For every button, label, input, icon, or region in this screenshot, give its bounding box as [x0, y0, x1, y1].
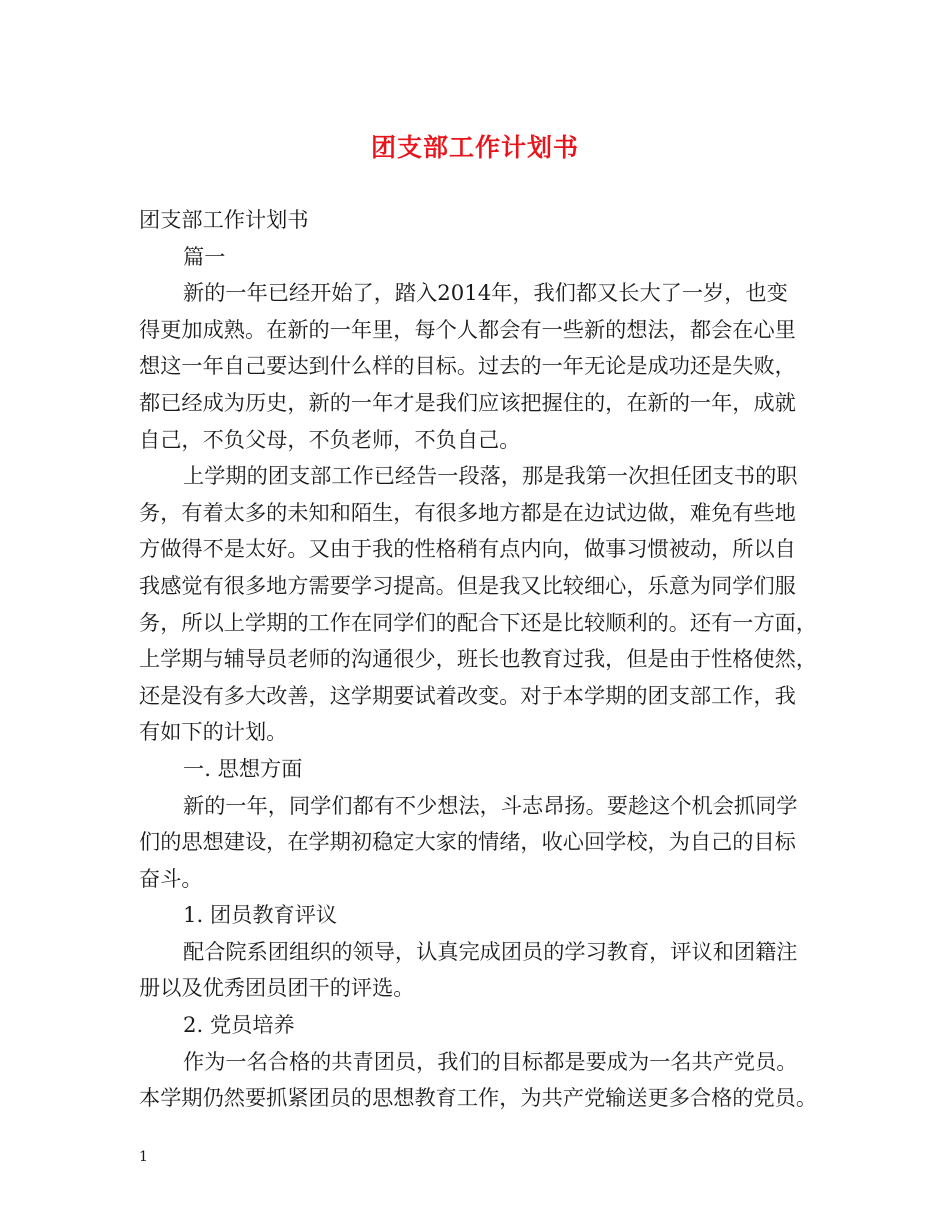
paragraph-line: 配合院系团组织的领导，认真完成团员的学习教育，评议和团籍注	[183, 938, 798, 964]
paragraph-line: 方做得不是太好。又由于我的性格稍有点内向，做事习惯被动，所以自	[139, 536, 796, 562]
paragraph-line: 篇一	[183, 243, 226, 269]
paragraph-line: 团支部工作计划书	[139, 207, 309, 232]
paragraph-line: 上学期与辅导员老师的沟通很少，班长也教育过我，但是由于性格使然，	[139, 646, 818, 672]
paragraph-line: 务，所以上学期的工作在同学们的配合下还是比较顺利的。还有一方面，	[139, 609, 818, 635]
paragraph-line: 作为一名合格的共青团员，我们的目标都是要成为一名共产党员。	[183, 1048, 798, 1074]
page-number: 1	[139, 1149, 148, 1165]
paragraph-line: 务，有着太多的未知和陌生，有很多地方都是在边试边做，难免有些地	[139, 499, 796, 525]
page-title: 团支部工作计划书	[370, 133, 579, 162]
paragraph-line: 上学期的团支部工作已经告一段落，那是我第一次担任团支书的职	[183, 463, 798, 489]
paragraph-line: 们的思想建设，在学期初稳定大家的情绪，收心回学校，为自己的目标	[139, 829, 796, 855]
paragraph-line: 自己，不负父母，不负老师，不负自己。	[139, 426, 521, 452]
paragraph-line: 册以及优秀团员团干的评选。	[139, 975, 415, 1001]
paragraph-line: 还是没有多大改善，这学期要试着改变。对于本学期的团支部工作，我	[139, 682, 796, 708]
paragraph-line: 新的一年已经开始了，踏入2014年，我们都又长大了一岁，也变	[183, 280, 788, 306]
document-body	[139, 202, 829, 1117]
paragraph-line: 1. 团员教育评议	[183, 902, 338, 928]
paragraph-line: 2. 党员培养	[183, 1012, 295, 1038]
paragraph-line: 得更加成熟。在新的一年里，每个人都会有一些新的想法，都会在心里	[139, 316, 796, 342]
paragraph-line: 新的一年，同学们都有不少想法，斗志昂扬。要趁这个机会抓同学	[183, 792, 798, 818]
paragraph-line: 想这一年自己要达到什么样的目标。过去的一年无论是成功还是失败，	[139, 353, 796, 379]
paragraph-line: 有如下的计划。	[139, 719, 288, 745]
paragraph-line: 本学期仍然要抓紧团员的思想教育工作，为共产党输送更多合格的党员。	[139, 1085, 818, 1111]
paragraph-line: 奋斗。	[139, 865, 203, 891]
paragraph-line: 一. 思想方面	[183, 755, 303, 781]
paragraph-line: 我感觉有很多地方需要学习提高。但是我又比较细心，乐意为同学们服	[139, 572, 796, 598]
paragraph-line: 都已经成为历史，新的一年才是我们应该把握住的，在新的一年，成就	[139, 389, 796, 415]
